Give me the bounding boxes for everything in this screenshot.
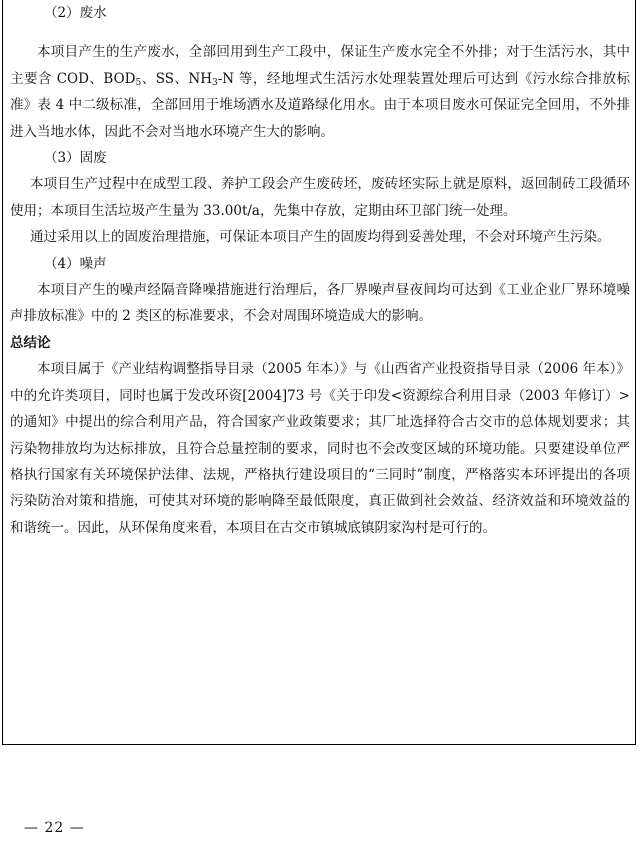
section-heading-wastewater: （2）废水 [44, 5, 107, 21]
page-number: — 22 — [24, 820, 85, 836]
paragraph-wastewater [10, 39, 630, 145]
paragraph-conclusion: 本项目属于《产业结构调整指导目录（2005 年本）》与《山西省产业投资指导目录（2006 年本）》中的允许类项目，同时也属于发改环资[2004]73 号《关于印发<资源综合利用目录（2003 年修订）>的通知》中提出的综合利用产品，符合国家产业政策要求；其厂址选择符合古交市的总体规划要求；其污染物排放均为达标排放，且符合总量控制的要求，同时也不会改变区域的环境功能。只要建设单位严格执行国家有关环境保护法律、法规，严格执行建设项目的“三同时”制度，严格落实本环评提出的各项污染防治对策和措施，可使其对环境的影响降至最低限度，真正做到社会效益、经济效益和环境效益的和谐统一。因此，从环保角度来看，本项目在古交市镇城底镇阴家沟村是可行的。 [10, 361, 630, 536]
paragraph-noise: 本项目产生的噪声经隔音降噪措施进行治理后，各厂界噪声昼夜间均可达到《工业企业厂界环境噪声排放标准》中的 2 类区的标准要求，不会对周围环境造成大的影响。 [10, 282, 630, 325]
document-body [10, 0, 630, 541]
spacer [10, 26, 630, 39]
paragraph-solid-waste-2: 通过采用以上的固废治理措施，可保证本项目产生的固废均得到妥善处理，不会对环境产生污染。 [30, 229, 611, 246]
section-heading-solid-waste: （3）固废 [44, 150, 107, 167]
section-heading-conclusion: 总结论 [10, 334, 51, 351]
subscript: 5 [135, 77, 142, 88]
text-segment: 本项目产生的生产废水，全部回用到生产工段中，保证生产废水完全不外排；对于生活污水，其中主要含 COD、BOD [10, 44, 630, 87]
paragraph-solid-waste-1: 本项目生产过程中在成型工段、养护工段会产生废砖坯，废砖坯实际上就是原料，返回制砖工段循环使用；本项目生活垃圾产生量为 33.00t/a，先集中存放，定期由环卫部门统一处理。 [10, 176, 630, 219]
text-segment: -N 等，经地埋式生活污水处理装置处理后可达到《污水综合排放标准》表 4 中二级标准，全部回用于堆场洒水及道路绿化用水。由于本项目废水可保证完全回用，不外排进入当地水体，因此不会对当地水环境产生大的影响。 [10, 70, 630, 140]
section-heading-noise: （4）噪声 [44, 255, 107, 272]
text-segment: 、SS、NH [141, 70, 213, 87]
subscript: 3 [212, 77, 218, 88]
